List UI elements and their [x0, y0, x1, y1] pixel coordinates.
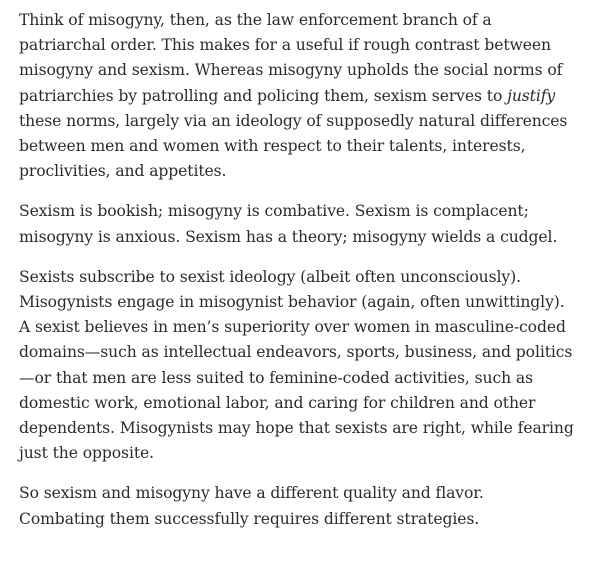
text-line: misogyny is anxious. Sexism has a theory; misogyny wields a cudgel. — [19, 227, 558, 246]
emphasis-word: justify — [507, 86, 556, 105]
text-line: Think of misogyny, then, as the law enforcement branch of a — [19, 11, 492, 29]
text-line: dependents. Misogynists may hope that sexists are right, while fearing — [19, 419, 574, 438]
paragraph-1 — [19, 8, 589, 184]
text-line: domains—such as intellectual endeavors, sports, business, and politics — [19, 343, 573, 362]
text-line: just the opposite. — [19, 444, 154, 463]
text-line: A sexist believes in men’s superiority over women in masculine-coded — [19, 318, 566, 337]
paragraph-3 — [19, 265, 589, 467]
text-line: patriarchal order. This makes for a useful if rough contrast between — [19, 36, 551, 55]
text-line: domestic work, emotional labor, and caring for children and other — [19, 393, 536, 412]
text-line: Sexism is bookish; misogyny is combative. Sexism is complacent; — [19, 202, 529, 221]
text-line: So sexism and misogyny have a different quality and flavor. — [19, 484, 484, 503]
text-line: between men and women with respect to their talents, interests, — [19, 137, 526, 156]
text-line: misogyny and sexism. Whereas misogyny upholds the social norms of — [19, 61, 563, 80]
text-line: these norms, largely via an ideology of supposedly natural differences — [19, 111, 568, 130]
text-line: —or that men are less suited to feminine-coded activities, such as — [19, 368, 534, 387]
paragraph-2 — [19, 199, 589, 249]
text-line: Combating them successfully requires different strategies. — [19, 509, 480, 528]
text-line: proclivities, and appetites. — [19, 162, 227, 181]
text-line: Sexists subscribe to sexist ideology (albeit often unconsciously). — [19, 267, 521, 286]
text-segment: patriarchies by patrolling and policing them, sexism serves to — [19, 86, 508, 105]
text-line: Misogynists engage in misogynist behavior (again, often unwittingly). — [19, 293, 565, 312]
article-body — [19, 8, 589, 547]
paragraph-4 — [19, 481, 589, 531]
text-line — [19, 84, 589, 109]
